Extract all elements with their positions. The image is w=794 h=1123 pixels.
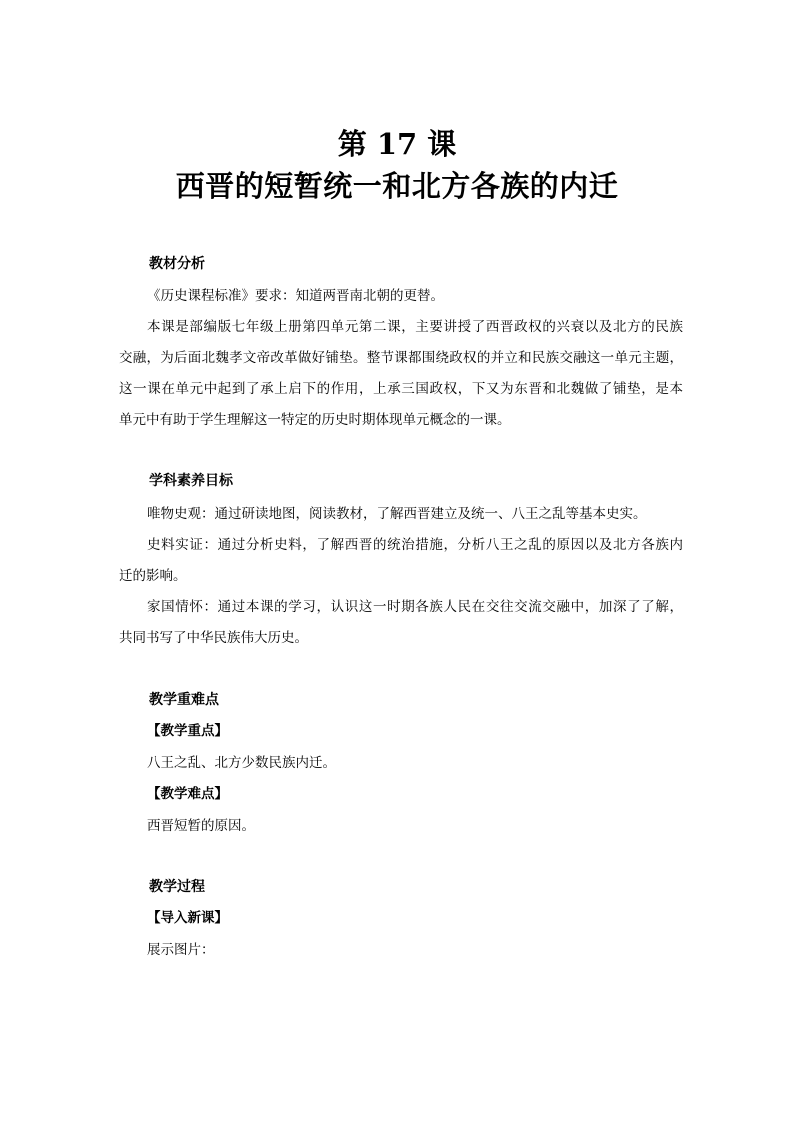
intro-text: 展示图片：: [147, 942, 215, 958]
section-heading-literacy-goals: 学科素养目标: [149, 473, 233, 489]
key-points-text: 八王之乱、北方少数民族内迁。: [147, 755, 336, 771]
lesson-title: 西晋的短暂统一和北方各族的内迁: [175, 169, 619, 203]
analysis-paragraph-line: 交融，为后面北魏孝文帝改革做好铺垫。整节课都围绕政权的并立和民族交融这一单元主题，: [119, 350, 683, 366]
section-heading-key-difficult-points: 教学重难点: [149, 692, 219, 708]
analysis-paragraph-line: 本课是部编版七年级上册第四单元第二课，主要讲授了西晋政权的兴衰以及北方的民族: [147, 319, 683, 335]
goal-patriotism-line: 共同书写了中华民族伟大历史。: [119, 630, 308, 646]
section-heading-textbook-analysis: 教材分析: [149, 256, 205, 272]
curriculum-standard-text: 《历史课程标准》要求：知道两晋南北朝的更替。: [147, 288, 444, 304]
difficult-points-label: 【教学难点】: [147, 786, 228, 802]
analysis-paragraph-line: 单元中有助于学生理解这一特定的历史时期体现单元概念的一课。: [119, 412, 511, 428]
goal-evidence-line: 迁的影响。: [119, 568, 187, 584]
section-heading-teaching-process: 教学过程: [149, 879, 205, 895]
goal-evidence-line: 史料实证：通过分析史料，了解西晋的统治措施，分析八王之乱的原因以及北方各族内: [147, 537, 683, 553]
intro-label: 【导入新课】: [147, 910, 228, 926]
goal-patriotism-line: 家国情怀：通过本课的学习，认识这一时期各族人民在交往交流交融中，加深了了解，: [147, 599, 683, 615]
analysis-paragraph-line: 这一课在单元中起到了承上启下的作用，上承三国政权，下又为东晋和北魏做了铺垫，是本: [119, 381, 683, 397]
goal-historical-materialism: 唯物史观：通过研读地图，阅读教材，了解西晋建立及统一、八王之乱等基本史实。: [147, 506, 647, 522]
difficult-points-text: 西晋短暂的原因。: [147, 818, 255, 834]
lesson-number-title: 第 17 课: [337, 127, 457, 161]
key-points-label: 【教学重点】: [147, 723, 228, 739]
